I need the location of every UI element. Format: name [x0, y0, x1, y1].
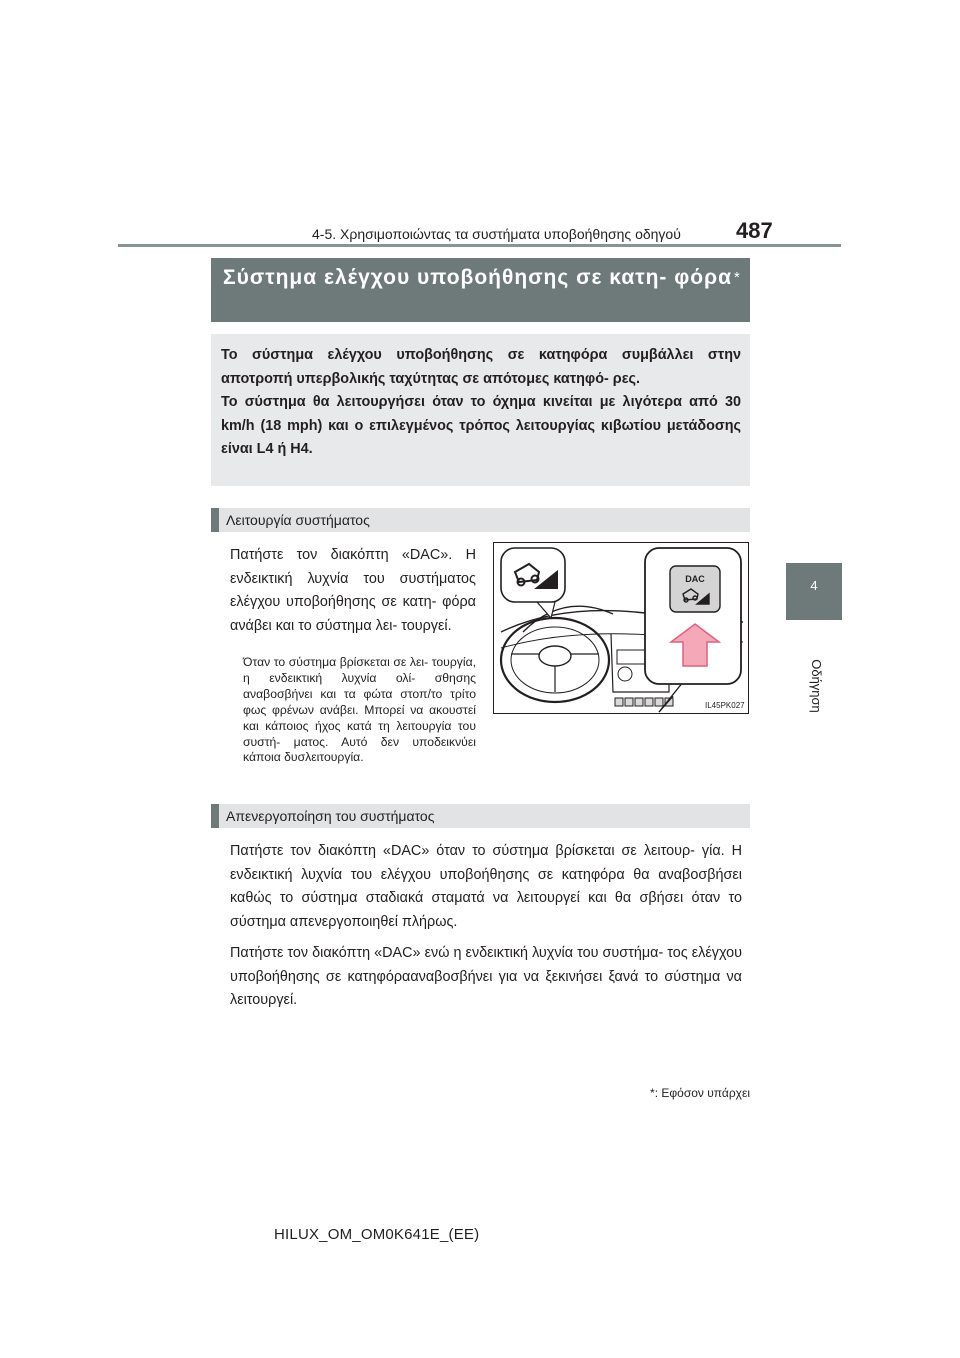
dac-switch-illustration — [493, 542, 749, 714]
intro-paragraph-1: Το σύστημα ελέγχου υποβοήθησης σε κατηφόρα συμβάλλει στην αποτροπή υπερβολικής ταχύτητας σε απότομες κατηφό- ρες. — [221, 347, 741, 387]
page-title-text: Σύστημα ελέγχου υποβοήθησης σε κατη- φόρα — [223, 266, 733, 289]
chapter-tab-label: Οδήγηση — [809, 659, 824, 713]
chapter-tab-number: 4 — [810, 578, 818, 593]
deactivation-paragraph-1: Πατήστε τον διακόπτη «DAC» όταν το σύστημα βρίσκεται σε λειτουρ- γία. Η ενδεικτική λυχνία του ελέγχου υποβοήθησης σε κατηφόρα θα αναβοσβήσει καθώς το σύστημα σταδιακά σταματά να λειτουργεί και θα σβήσει όταν το σύστημα απενεργοποιηθεί πλήρως. — [230, 843, 742, 930]
section-heading-deactivation: Απενεργοποίηση του συστήματος — [226, 808, 435, 824]
title-footnote-marker: * — [734, 269, 741, 286]
operation-text: Πατήστε τον διακόπτη «DAC». Η ενδεικτική λυχνία του συστήματος ελέγχου υποβοήθησης σε κατη- φόρα ανάβει και το σύστημα λει- τουργεί. — [230, 547, 476, 634]
dac-button-label: DAC — [685, 574, 705, 584]
footnote-marker: * — [650, 1086, 655, 1100]
section-heading-operation: Λειτουργία συστήματος — [226, 512, 370, 528]
section-accent-deactivation — [211, 804, 219, 828]
deactivation-paragraph-2: Πατήστε τον διακόπτη «DAC» ενώ η ενδεικτική λυχνία του συστήμα- τος ελέγχου υποβοήθησης σε κατηφόρααναβοσβήνει για να ξεκινήσει ξανά το σύστημα να λειτουργεί. — [230, 945, 742, 1009]
intro-paragraph-2: Το σύστημα θα λειτουργήσει όταν το όχημα κινείται με λιγότερα από 30 km/h (18 mph) και ο επιλεγμένος τρόπος λειτουργίας κιβωτίου μετάδοσης είναι L4 ή H4. — [221, 394, 741, 458]
operation-note: Όταν το σύστημα βρίσκεται σε λει- τουργία, η ενδεικτική λυχνία ολί- σθησης αναβοσβήνει και τα φώτα στοπ/το τρίτο φως φρένων ανάβει. Μπορεί να ακουστεί και κάποιος ήχος κατά τη λειτουργία του συστή- ματος. Αυτό δεν υποδεικνύει κάποια δυσλειτουργία. — [243, 655, 476, 765]
page-title — [223, 264, 743, 292]
figure-code: IL45PK027 — [705, 701, 745, 710]
running-header-title: 4-5. Χρησιμοποιώντας τα συστήματα υποβοήθησης οδηγού — [312, 226, 681, 242]
footnote-text: : Εφόσον υπάρχει — [654, 1086, 750, 1100]
header-rule — [118, 244, 841, 247]
intro-text — [221, 344, 741, 462]
page-number: 487 — [736, 218, 773, 243]
section-accent-operation — [211, 508, 219, 532]
footnote — [590, 1086, 750, 1100]
document-code: HILUX_OM_OM0K641E_(EE) — [274, 1226, 480, 1243]
dac-button — [670, 566, 720, 612]
